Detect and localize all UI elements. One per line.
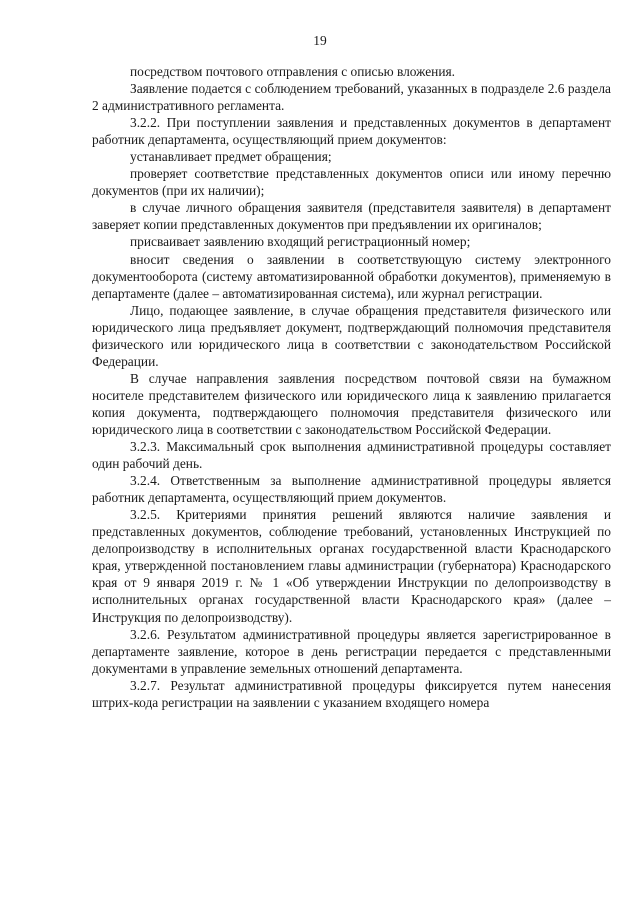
list-item-certify-copies: в случае личного обращения заявителя (представителя заявителя) в департамент заверяет копии представленных документов при предъявлении их оригиналов; (92, 200, 611, 233)
paragraph-3-2-7: 3.2.7. Результат административной процедуры фиксируется путем нанесения штрих-кода регистрации на заявлении с указанием входящего номера (92, 677, 611, 710)
list-item-enter-system: вносит сведения о заявлении в соответствующую систему электронного документооборота (систему автоматизированной обработки документов), применяемую в департаменте (далее – автоматизированная система), или журнал регистрации. (92, 251, 611, 301)
list-item-subject: устанавливает предмет обращения; (130, 149, 332, 165)
paragraph-3-2-3: 3.2.3. Максимальный срок выполнения административной процедуры составляет один рабочий день. (92, 439, 611, 472)
list-item-check-inventory: проверяет соответствие представленных документов описи или иному перечню документов (при их наличии); (92, 166, 611, 199)
paragraph-3-2-4: 3.2.4. Ответственным за выполнение административной процедуры является работник департамента, осуществляющий прием документов. (92, 473, 611, 506)
paragraph-postal-delivery: посредством почтового отправления с описью вложения. (130, 64, 456, 79)
page-number: 19 (313, 33, 327, 48)
paragraph-3-2-6: 3.2.6. Результатом административной процедуры является зарегистрированное в департаменте заявление, которое в день регистрации передается с представленными документами в управление земельных отношений департамента. (92, 626, 611, 676)
list-item-assign-number: присваивает заявлению входящий регистрационный номер; (130, 234, 471, 250)
paragraph-postal-representative: В случае направления заявления посредством почтовой связи на бумажном носителе представителем физического или юридического лица к заявлению прилагается копия документа, подтверждающего полномочия представителя физического или юридического лица в соответствии с законодательством Российской Федерации. (92, 370, 611, 437)
document-body (92, 63, 611, 711)
paragraph-submission-requirements: Заявление подается с соблюдением требований, указанных в подразделе 2.6 раздела 2 административного регламента. (92, 81, 611, 114)
paragraph-3-2-2: 3.2.2. При поступлении заявления и представленных документов в департамент работник департамента, осуществляющий прием документов: (92, 115, 611, 148)
paragraph-representative: Лицо, подающее заявление, в случае обращения представителя физического или юридического лица предъявляет документ, подтверждающий полномочия представителя физического или юридического лица в соответствии с законодательством Российской Федерации. (92, 302, 611, 369)
paragraph-3-2-5: 3.2.5. Критериями принятия решений являются наличие заявления и представленных документов, соблюдение требований, установленных Инструкцией по делопроизводству в исполнительных органах государственной власти Краснодарского края, утвержденной постановлением главы администрации (губернатора) Краснодарского края от 9 января 2019 г. № 1 «Об утверждении Инструкции по делопроизводству в исполнительных органах государственной власти Краснодарского края» (далее – Инструкция по делопроизводству). (92, 507, 611, 625)
